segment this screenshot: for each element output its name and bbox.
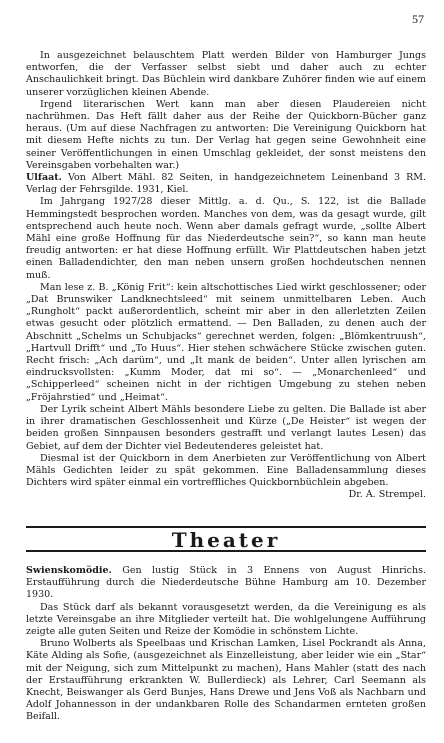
theater-content xyxy=(26,565,426,724)
section-header xyxy=(26,524,426,554)
page-number: 57 xyxy=(412,12,424,26)
section-rule-bottom xyxy=(26,550,426,552)
review-paragraph: In ausgezeichnet belauschtem Platt werden Bilder von Hamburger Jungs entworfen, die der Verfasser selbst siebt und daher auch zu echter Anschaulichkeit bringt. Das Büchlein wird dankbare Zuhörer finden wie auf einem unserer vorzüglichen kleinen Abende. xyxy=(26,50,426,98)
book-entry xyxy=(26,172,426,196)
review-signature: Dr. A. Strempel. xyxy=(348,489,426,501)
review-content xyxy=(26,50,426,502)
book-entry-details: Von Albert Mähl. 82 Seiten, in handgezeichnetem Leinenband 3 RM. Verlag der Fehrsgilde. 1931, Kiel. xyxy=(26,172,426,196)
play-entry-title: Swienskomödie. xyxy=(26,565,112,576)
play-entry-details: Gen lustig Stück in 3 Ennens von August Hinrichs. Erstaufführung durch die Niederdeutsche Bühne Hamburg am 10. Dezember 1930. xyxy=(26,565,426,601)
play-entry xyxy=(26,565,426,602)
review-paragraph: Diesmal ist der Quickborn in dem Anerbieten zur Veröffentlichung von Albert Mähls Gedichten leider zu spät gekommen. Eine Balladensammlung dieses Dichters wird später einmal ein vortreffliches Quickbornbüchlein abgeben. xyxy=(26,452,426,489)
review-paragraph: Man lese z. B. „König Frit“: kein altschottisches Lied wirkt geschlossener; oder „Dat Brunswiker Landknechtsleed“ mit seinem unmittelbaren Leben. Auch „Rungholt“ packt außerordentlich, scheint mir aber in den allerletzten Zeilen etwas gesucht oder plötzlich ermattend. — Den Balladen, zu denen auch der Abschnitt „Schelms un Schubjacks“ gerechnet werden, folgen: „Blömkentruush“, „Hartvull Drifft“ und „To Huus“. Hier stehen schwächere Stücke zwischen guten. Recht frisch: „Ach darüm“, und „It mank de beiden“. Unter allen lyrischen am eindrucksvollsten: „Kumm Moder, dat mi so“. — „Monarchenleed“ und „Schipperleed“ scheinen nicht in der richtigen Umgebung zu stehen neben „Fröjahrstied“ und „Heimat“. xyxy=(26,281,426,403)
book-entry-title: Ulfaat. xyxy=(26,172,62,184)
review-paragraph: Der Lyrik scheint Albert Mähls besondere Liebe zu gelten. Die Ballade ist aber in ihrer dramatischen Geschlossenheit und Kürze („De Heister“ ist wegen der beiden großen Sinnpausen besonders gestrafft und verlangt lautes Lesen) das Gebiet, auf dem der Dichter viel Bedeutenderes geleistet hat. xyxy=(26,403,426,452)
review-paragraph: Irgend literarischen Wert kann man aber diesen Plaudereien nicht nachrühmen. Das Heft fällt daher aus der Reihe der Quickborn-Bücher ganz heraus. (Um auf diese Nachfragen zu antworten: Die Vereinigung Quickborn hat mit diesem Hefte nichts zu tun. Der Verlag hat gegen seine Gewohnheit eine seiner Veröffentlichungen in einen Umschlag gekleidet, der sonst meistens den Vereinsgaben vorbehalten war.) xyxy=(26,98,426,171)
section-title: Theater xyxy=(171,528,281,552)
theater-paragraph: Das Stück darf als bekannt vorausgesetzt werden, da die Vereinigung es als letzte Vereinsgabe an ihre Mitglieder verteilt hat. Die wohlgelungene Aufführung zeigte alle guten Seiten und Reize der Komödie in schönstem Lichte. xyxy=(26,601,426,638)
theater-paragraph: Bruno Wolberts als Speelbaas und Krischan Lamken, Lisel Pockrandt als Anna, Käte Alding als Sofie, (ausgezeichnet als Einzelleistung, aber leider wie ein „Star“ mit der Neigung, sich zum Mittelpunkt zu machen), Hans Mahler (statt des nach der Erstaufführung erkrankten W. Bullerdieck) als Lehrer, Carl Seemann als Knecht, Beiswanger als Gerd Bunjes, Hans Drewe und Jens Voß als Nachbarn und Adolf Johannesson in der undankbaren Rolle des Schandarmen ernteten großen Beifall. xyxy=(26,638,426,723)
review-paragraph: Im Jahrgang 1927/28 dieser Mittlg. a. d. Qu., S. 122, ist die Ballade Hemmingstedt besprochen worden. Manches von dem, was da gesagt wurde, gilt entsprechend auch heute noch. Wenn aber damals gefragt wurde, „sollte Albert Mähl eine große Hoffnung für das Niederdeutsche sein?“, so kann man heute freudig antworten: er hat diese Hoffnung erfüllt. Wir Plattdeutschen haben jetzt einen Balladendichter, den man neben unsern großen hochdeutschen nennen muß. xyxy=(26,196,426,281)
